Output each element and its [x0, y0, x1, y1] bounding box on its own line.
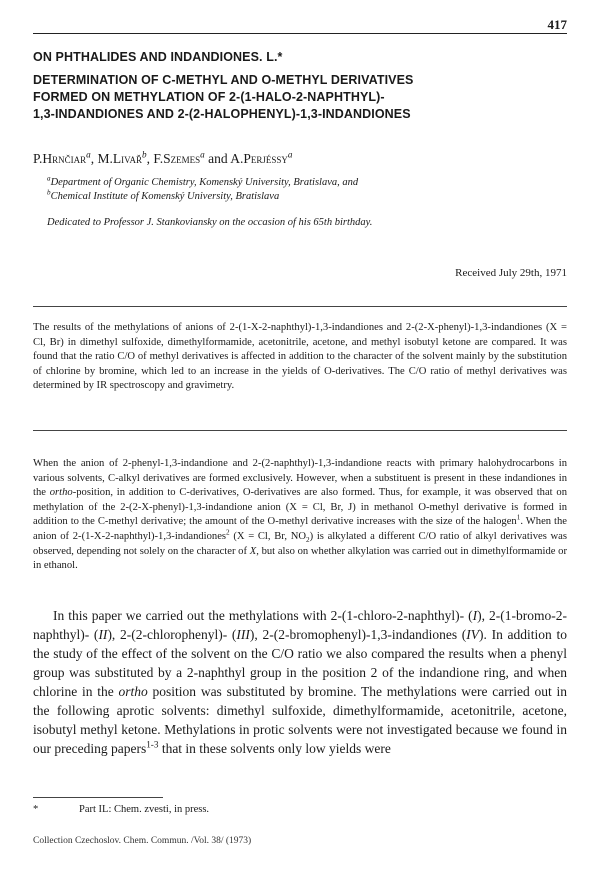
author-3: F.Szemes$^a$ — [153, 149, 205, 166]
header-rule — [33, 33, 567, 34]
author-conjunction: and — [208, 151, 228, 166]
journal-citation: Collection Czechoslov. Chem. Commun. /Vol. 38/ (1973) — [33, 836, 252, 846]
abstract-top-rule — [33, 306, 567, 307]
title-line-3: 1,3-INDANDIONES AND 2-(2-HALOPHENYL)-1,3-INDANDIONES — [33, 107, 411, 121]
affiliation-a: $^a$Department of Organic Chemistry, Komenský University, Bratislava, and — [47, 174, 359, 188]
dedication: Dedicated to Professor J. Stankoviansky on the occasion of his 65th birthday. — [47, 217, 373, 228]
received-date: Received July 29th, 1971 — [455, 267, 567, 279]
footnote-text: Part IL: Chem. zvesti, in press. — [79, 804, 210, 815]
affiliation-b: $^b$Chemical Institute of Komenský University, Bratislava — [47, 188, 280, 202]
author-1: P.Hrnčiar$^a$ — [33, 149, 91, 166]
article-title — [33, 49, 567, 123]
footnote — [33, 804, 209, 815]
page-number: 417 — [547, 17, 567, 32]
title-line-1: DETERMINATION OF C-METHYL AND O-METHYL DERIVATIVES — [33, 73, 414, 87]
affiliations — [47, 176, 358, 204]
author-4: A.Perjéssy$^a$ — [230, 149, 293, 166]
footnote-rule — [33, 797, 163, 798]
author-2: M.Livař$^b$ — [97, 149, 147, 166]
author-list: P.Hrnčiar$^a$, M.Livař$^b$, F.Szemes$^a$ and A.Perjéssy$^a$ — [33, 149, 293, 166]
series-title: ON PHTHALIDES AND INDANDIONES. L.* — [33, 50, 283, 64]
introduction-paragraph: When the anion of 2-phenyl-1,3-indandione and 2-(2-naphthyl)-1,3-indandione reacts with primary halohydrocarbons in various solvents, C-alkyl derivatives are formed exclusively. However, when a substituent is present in these indandiones in the ortho-position, in addition to C-derivatives, O-derivatives are also formed. Thus, for example, it was observed that on methylation of the 2-(2-X-phenyl)-1,3-indandione anion (X = Cl, Br, J) in methanol O-methyl derivative is formed in addition to the C-methyl derivative; the amount of the O-methyl derivative increases with the size of the halogen$^1$. When the anion of 2-(1-X-2-naphthyl)-1,3-indandiones$^2$ (X = Cl, Br, $NO_2$) is alkylated a different C/O ratio of alkyl derivatives was observed, depending not solely on the character of X, but also on whether alkylation was carried out in dimethylformamide or in ethanol. — [33, 458, 567, 572]
footnote-mark: * — [33, 804, 39, 815]
title-line-2: FORMED ON METHYLATION OF 2-(1-HALO-2-NAPHTHYL)- — [33, 90, 385, 104]
body-paragraph: In this paper we carried out the methylations with 2-(1-chloro-2-naphthyl)- (I), 2-(1-bromo-2-naphthyl)- (II), 2-(2-chlorophenyl)- (III), 2-(2-bromophenyl)-1,3-indandiones (IV). In addition to the study of the effect of the solvent on the C/O ratio we also compared the results when a phenyl group was substituted by a 2-naphthyl group in the position 2 of the indandione ring, and when chlorine in the ortho position was substituted by bromine. The methylations were carried out in the following aprotic solvents: dimethyl sulfoxide, dimethylformamide, acetonitrile, acetone, isobutyl methyl ketone. Methylations in protic solvents were not investigated because we found in our preceding papers$^{1-3}$ that in these solvents only low yields were — [33, 608, 567, 756]
abstract-text: The results of the methylations of anions of 2-(1-X-2-naphthyl)-1,3-indandiones and 2-(2-X-phenyl)-1,3-indandiones (X = Cl, Br) in dimethyl sulfoxide, dimethylformamide, acetonitrile, acetone, and methyl isobutyl ketone are compared. It was found that the ratio C/O of methyl derivatives is affected in addition to the character of the solvent mainly by the substitution of chlorine by bromine, which led to an increase in the yields of O-derivatives. The C/O ratio of methyl derivatives was determined by IR spectroscopy and gravimetry. — [33, 322, 567, 392]
abstract — [33, 321, 567, 394]
abstract-bottom-rule — [33, 430, 567, 431]
